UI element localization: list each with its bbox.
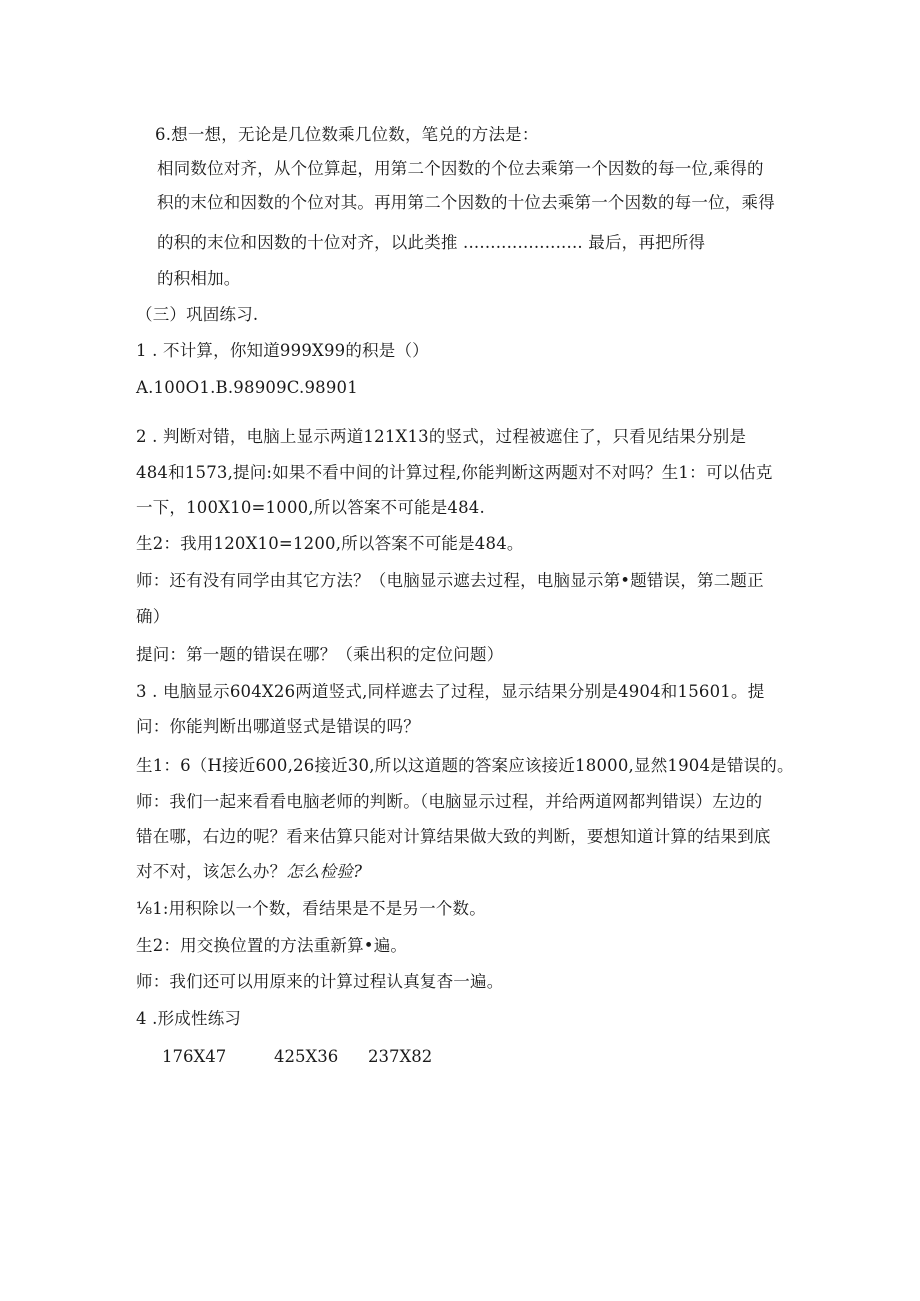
question-1: 1 . 不计算，你知道999X99的积是（） — [136, 341, 429, 360]
question-3-teacher-line-1: 师：我们一起来看看电脑老师的判断。（电脑显示过程，并给两道网都判错误）左边的 — [136, 792, 763, 811]
question-2-teacher-line-2: 确） — [136, 607, 170, 626]
question-3-teacher-line-3-plain: 对不对，该怎么办？ — [136, 862, 287, 881]
question-2-line-1: 2 . 判断对错，电脑上显示两道121X13的竖式，过程被遮住了，只看见结果分别是 — [136, 427, 747, 446]
question-3-line-1: 3 . 电脑显示604X26两道竖式,同样遮去了过程，显示结果分别是4904和15601。提 — [136, 682, 765, 701]
question-3-student-1: 生1：6（H接近600,26接近30,所以这道题的答案应该接近18000,显然1904是错误的。 — [136, 756, 794, 775]
summary-heading: 6.想一想，无论是几位数乘几位数，笔兑的方法是： — [155, 125, 539, 144]
practice-problem: 237X82 — [368, 1047, 433, 1066]
question-2-student-2: 生2：我用120X10=1200,所以答案不可能是484。 — [136, 534, 524, 553]
question-3-teacher-line-3 — [136, 861, 362, 883]
question-3-student-b: 生2：用交换位置的方法重新算•遍。 — [136, 936, 408, 955]
question-3-student-a: ⅛1:用积除以一个数，看结果是不是另一个数。 — [136, 899, 486, 918]
practice-problem: 425X36 — [274, 1047, 339, 1066]
question-3-teacher-line-3-italic: 怎么检验? — [286, 862, 363, 881]
question-1-options: A.100O1.B.98909C.98901 — [136, 378, 358, 397]
summary-line-4: 的积相加。 — [157, 269, 241, 288]
question-3-line-2: 问：你能判断出哪道竖式是错误的吗？ — [136, 717, 420, 736]
summary-line-1: 相同数位对齐，从个位算起，用第二个因数的个位去乘第一个因数的每一位,乘得的 — [157, 159, 764, 178]
question-2-line-3: 一下，100X10=1000,所以答案不可能是484. — [136, 498, 485, 517]
summary-line-3: 的积的末位和因数的十位对齐，以此类推 ...................... 最后，再把所得 — [157, 233, 706, 252]
summary-line-2: 积的末位和因数的个位对其。再用第二个因数的十位去乘第一个因数的每一位，乘得 — [157, 193, 775, 212]
question-3-teacher-final: 师：我们还可以用原来的计算过程认真复杳一遍。 — [136, 972, 504, 991]
practice-problems — [162, 1046, 432, 1068]
question-4-title: 4 .形成性练习 — [136, 1009, 242, 1028]
practice-problem: 176X47 — [162, 1047, 227, 1066]
section-title: （三）巩固练习. — [136, 305, 259, 324]
question-2-line-2: 484和1573,提问:如果不看中间的计算过程,你能判断这两题对不对吗？生1：可以估克 — [136, 463, 773, 482]
question-2-teacher-line-1: 师：还有没有同学由其它方法？（电脑显示遮去过程，电脑显示第•题错误，第二题正 — [136, 571, 764, 590]
question-3-teacher-line-2: 错在哪，右边的呢？看来估算只能对计算结果做大致的判断，要想知道计算的结果到底 — [136, 827, 771, 846]
question-2-followup: 提问：第一题的错误在哪？（乘出积的定位问题） — [136, 645, 504, 664]
